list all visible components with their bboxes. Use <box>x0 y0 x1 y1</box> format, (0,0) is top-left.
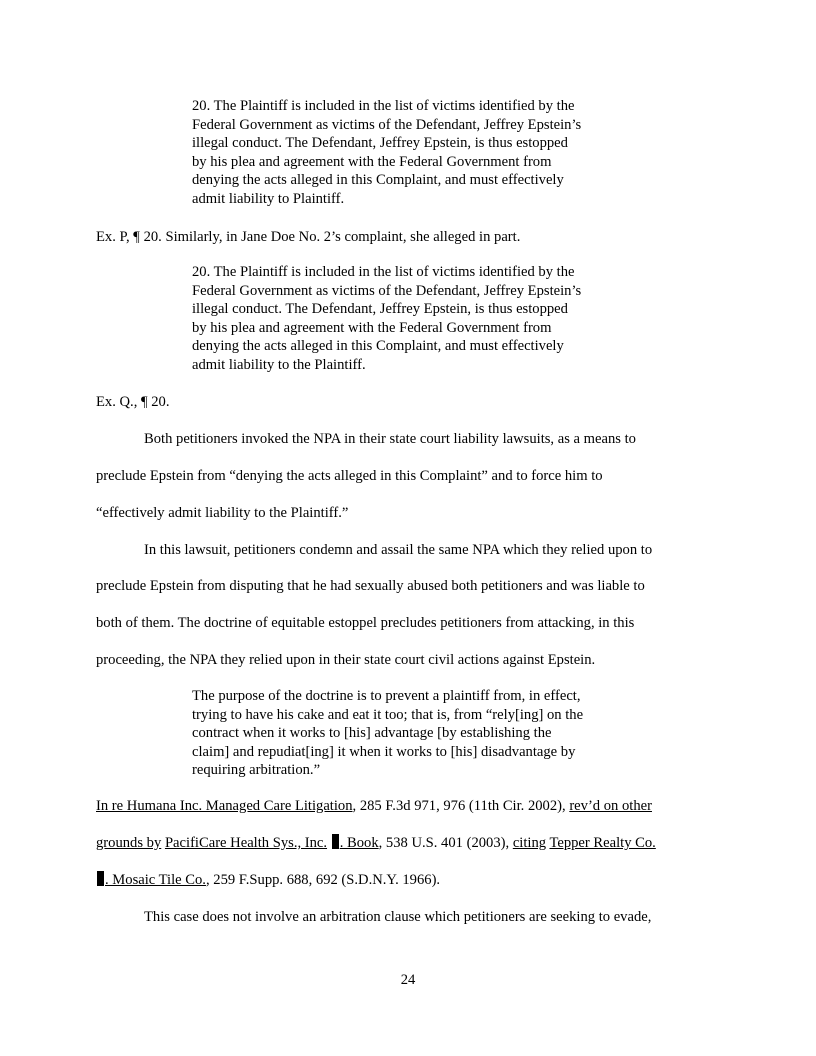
case-name-mosaic: . Mosaic Tile Co. <box>105 872 206 888</box>
quote-line: admit liability to Plaintiff. <box>192 190 345 207</box>
quote-line: by his plea and agreement with the Federal Government from <box>192 153 552 170</box>
paragraph-line: both of them. The doctrine of equitable estoppel precludes petitioners from attacking, in this <box>96 615 635 631</box>
citation-reporter: , 538 U.S. 401 (2003), <box>378 835 513 851</box>
citation-reporter: , 259 F.Supp. 688, 692 (S.D.N.Y. 1966). <box>205 872 441 888</box>
paragraph-line: This case does not involve an arbitration clause which petitioners are seeking to evade, <box>144 909 652 925</box>
citation-line <box>96 797 721 815</box>
paragraph-line: proceeding, the NPA they relied upon in their state court civil actions against Epstein. <box>96 652 596 668</box>
quote-line: trying to have his cake and eat it too; that is, from “rely[ing] on the <box>192 706 584 723</box>
exhibit-p-reference: Ex. P, ¶ 20. Similarly, in Jane Doe No. 2’s complaint, she alleged in part. <box>96 229 521 245</box>
paragraph-line: Both petitioners invoked the NPA in their state court liability lawsuits, as a means to <box>144 431 636 447</box>
page-number: 24 <box>400 972 416 988</box>
block-quote-complaint-2 <box>192 263 632 375</box>
citation-line <box>96 871 721 889</box>
redaction-mark <box>332 834 339 849</box>
quote-line: Federal Government as victims of the Defendant, Jeffrey Epstein’s <box>192 282 582 299</box>
quote-line: illegal conduct. The Defendant, Jeffrey Epstein, is thus estopped <box>192 301 568 318</box>
quote-line: The purpose of the doctrine is to prevent a plaintiff from, in effect, <box>192 688 581 704</box>
quote-line: requiring arbitration.” <box>192 762 321 779</box>
quote-line: illegal conduct. The Defendant, Jeffrey Epstein, is thus estopped <box>192 135 568 152</box>
quote-line: denying the acts alleged in this Complaint, and must effectively <box>192 172 564 189</box>
block-quote-humana <box>192 687 632 780</box>
subsequent-history: rev’d on other <box>569 798 652 814</box>
quote-line: claim] and repudiat[ing] it when it works to [his] disadvantage by <box>192 743 576 760</box>
case-name-pacificare: PacifiCare Health Sys., Inc. <box>164 835 328 851</box>
block-quote-complaint-1 <box>192 97 632 209</box>
citing-signal: citing <box>512 835 547 851</box>
case-name-tepper: Tepper Realty Co. <box>549 835 656 851</box>
quote-line: admit liability to the Plaintiff. <box>192 356 366 373</box>
paragraph-line: In this lawsuit, petitioners condemn and assail the same NPA which they relied upon to <box>144 542 653 558</box>
quote-line: 20. The Plaintiff is included in the list of victims identified by the <box>192 264 575 280</box>
citation-reporter: , 285 F.3d 971, 976 (11th Cir. 2002), <box>352 798 570 814</box>
citation-line <box>96 834 721 852</box>
case-name-humana: In re Humana Inc. Managed Care Litigation <box>96 798 353 814</box>
quote-line: contract when it works to [his] advantage [by establishing the <box>192 725 552 742</box>
paragraph-line: “effectively admit liability to the Plaintiff.” <box>96 505 349 521</box>
quote-line: denying the acts alleged in this Complaint, and must effectively <box>192 338 564 355</box>
paragraph-line: preclude Epstein from “denying the acts alleged in this Complaint” and to force him to <box>96 468 603 484</box>
redaction-mark <box>97 871 104 886</box>
paragraph-line: preclude Epstein from disputing that he had sexually abused both petitioners and was liable to <box>96 578 645 594</box>
quote-line: 20. The Plaintiff is included in the list of victims identified by the <box>192 98 575 114</box>
quote-line: Federal Government as victims of the Defendant, Jeffrey Epstein’s <box>192 116 582 133</box>
case-name-pacificare-party: . Book <box>339 835 379 851</box>
quote-line: by his plea and agreement with the Federal Government from <box>192 319 552 336</box>
subsequent-history: grounds by <box>96 835 162 851</box>
exhibit-q-reference: Ex. Q., ¶ 20. <box>96 394 170 410</box>
